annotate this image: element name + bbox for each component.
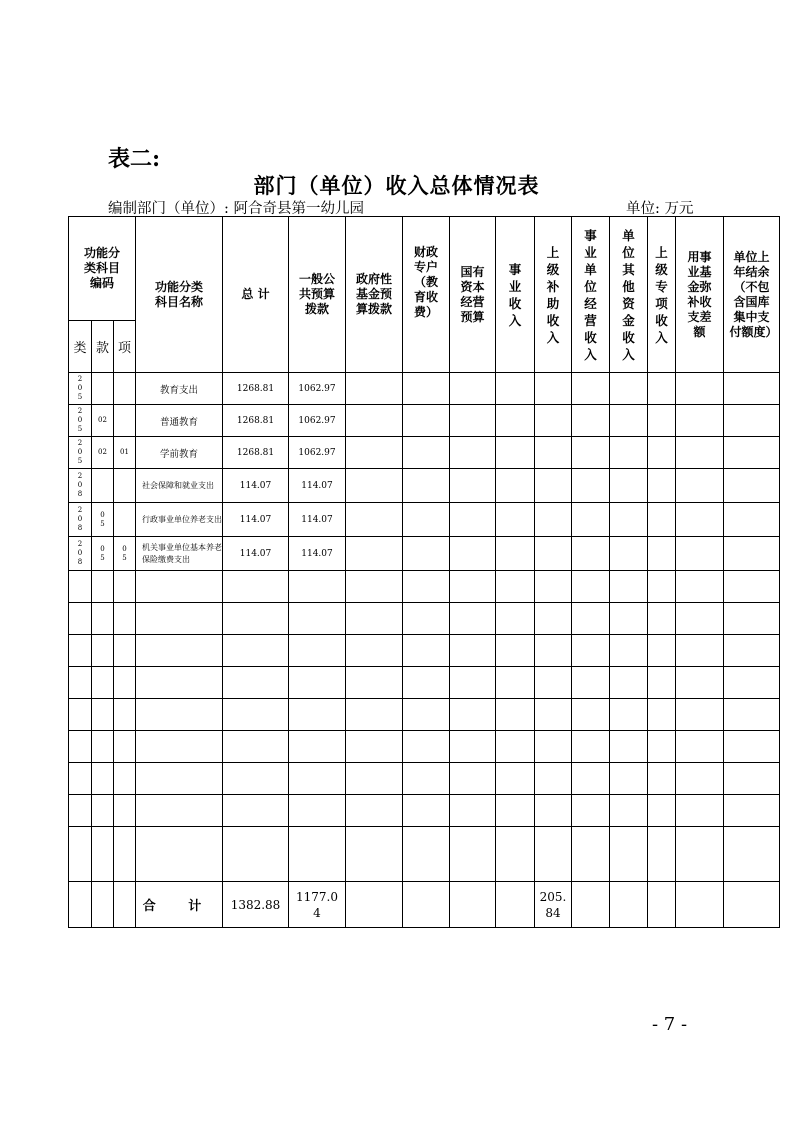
header-func-code: 功能分类科目编码	[69, 217, 136, 321]
func-name-cell: 学前教育	[136, 437, 223, 469]
empty-row	[69, 763, 780, 795]
general-budget-cell: 1062.97	[289, 437, 346, 469]
header-item: 款	[92, 321, 114, 373]
general-budget-cell: 114.07	[289, 469, 346, 503]
class-code: 208	[69, 469, 92, 503]
subitem-code: 01	[114, 437, 136, 469]
total-label: 合 计	[136, 882, 223, 928]
class-code: 205	[69, 373, 92, 405]
subitem-code	[114, 503, 136, 537]
general-budget-cell: 1062.97	[289, 405, 346, 437]
table-label: 表二:	[108, 146, 161, 172]
item-code: 02	[92, 405, 114, 437]
total-cell: 1268.81	[223, 405, 289, 437]
superior-subsidy-total-cell: 205.84	[535, 882, 572, 928]
page-number: - 7 -	[652, 1014, 688, 1035]
item-code	[92, 469, 114, 503]
header-row	[69, 217, 780, 321]
empty-row	[69, 827, 780, 882]
header-carryover: 单位上年结余（不包含国库集中支付额度）	[724, 217, 780, 373]
header-func-name: 功能分类科目名称	[136, 217, 223, 373]
empty-row	[69, 603, 780, 635]
class-code: 205	[69, 437, 92, 469]
total-cell: 114.07	[223, 537, 289, 571]
document-title: 部门（单位）收入总体情况表	[253, 173, 540, 198]
empty-row	[69, 699, 780, 731]
header-fiscal-special: 财政专户（教育收费）	[403, 217, 450, 373]
subitem-code: 05	[114, 537, 136, 571]
income-table	[68, 216, 780, 928]
empty-row	[69, 667, 780, 699]
func-name-cell: 社会保障和就业支出	[136, 469, 223, 503]
header-state-capital: 国有资本经营预算	[450, 217, 496, 373]
table-row	[69, 373, 780, 405]
header-gov-fund: 政府性基金预算拨款	[346, 217, 403, 373]
general-budget-cell: 114.07	[289, 503, 346, 537]
empty-row	[69, 635, 780, 667]
func-name-cell: 教育支出	[136, 373, 223, 405]
subitem-code	[114, 373, 136, 405]
general-budget-total-cell: 1177.04	[289, 882, 346, 928]
currency-unit-line: 单位: 万元	[626, 201, 694, 217]
grand-total-cell: 1382.88	[223, 882, 289, 928]
org-unit-line: 编制部门（单位）: 阿合奇县第一幼儿园	[108, 201, 364, 217]
empty-row	[69, 571, 780, 603]
total-row	[69, 882, 780, 928]
header-general-budget: 一般公共预算拨款	[289, 217, 346, 373]
total-cell: 1268.81	[223, 373, 289, 405]
subitem-code	[114, 405, 136, 437]
header-superior-subsidy: 上级补助收入	[535, 217, 572, 373]
func-name-cell: 普通教育	[136, 405, 223, 437]
table-row	[69, 537, 780, 571]
header-total: 总 计	[223, 217, 289, 373]
table-row	[69, 503, 780, 537]
total-cell: 1268.81	[223, 437, 289, 469]
header-operating-income: 事业单位经营收入	[572, 217, 610, 373]
table-row	[69, 437, 780, 469]
class-code: 208	[69, 503, 92, 537]
general-budget-cell: 1062.97	[289, 373, 346, 405]
header-superior-special: 上级专项收入	[648, 217, 676, 373]
empty-row	[69, 731, 780, 763]
header-subitem: 项	[114, 321, 136, 373]
header-fund-makeup: 用事业基金弥补收支差额	[676, 217, 724, 373]
class-code: 205	[69, 405, 92, 437]
header-other-income: 单位其他资金收入	[610, 217, 648, 373]
item-code: 05	[92, 503, 114, 537]
item-code	[92, 373, 114, 405]
item-code: 05	[92, 537, 114, 571]
header-business-income: 事业收入	[496, 217, 535, 373]
total-cell: 114.07	[223, 503, 289, 537]
table-row	[69, 405, 780, 437]
empty-row	[69, 795, 780, 827]
total-cell: 114.07	[223, 469, 289, 503]
func-name-cell: 机关事业单位基本养老保险缴费支出	[136, 537, 223, 571]
subitem-code	[114, 469, 136, 503]
table-row	[69, 469, 780, 503]
header-class: 类	[69, 321, 92, 373]
class-code: 208	[69, 537, 92, 571]
item-code: 02	[92, 437, 114, 469]
func-name-cell: 行政事业单位养老支出	[136, 503, 223, 537]
general-budget-cell: 114.07	[289, 537, 346, 571]
